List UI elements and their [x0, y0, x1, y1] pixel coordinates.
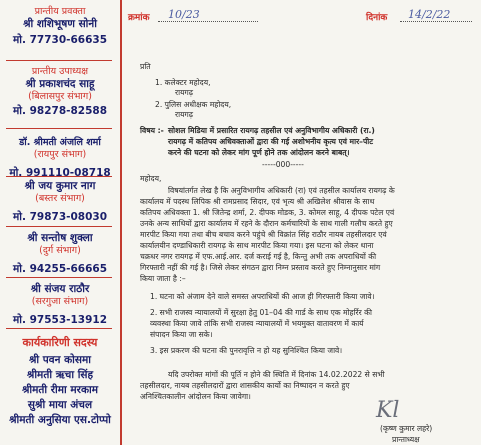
date-value: 14/2/22 [408, 8, 451, 21]
body-line: मारपीट किया गया तथा बीच बचाव करने पहुंचे श्री विक्रांत सिंह राठौर नायब तहसीलदार एवं [140, 230, 387, 239]
executive-members [0, 336, 120, 428]
member-name: श्री पवन कोसमा [29, 354, 91, 366]
signatory-name: (कृष्ण कुमार लहरे) [380, 424, 433, 433]
member-name: सुश्री माया अंचल [27, 399, 93, 411]
body-line: विषयांतर्गत लेख है कि अनुविभागीय अधिकारी (रा) एवं तहसील कार्यालय रायगढ़ के [168, 186, 395, 195]
bearer-phone: मो. 991110-08718 [9, 167, 111, 179]
prati-label: प्रति [140, 62, 151, 71]
member-name: श्रीमती रीमा मरकाम [21, 384, 99, 396]
recipient-1-place: रायगढ़ [175, 88, 194, 97]
bearer-phone: मो. 98278-82588 [12, 105, 108, 117]
body-line: किया जाता है :– [140, 274, 186, 283]
body-line: कतिपय अधिवक्ता 1. श्री जितेन्द्र शर्मा, 2. दीपक मोडक, 3. कोमल साहू, 4 दीपक पटेल एवं [140, 208, 395, 217]
bearer-phone: मो. 94255-66665 [12, 263, 108, 275]
bearer-role: प्रान्तीय प्रवक्ता [34, 6, 86, 17]
salutation: महोदय, [140, 174, 162, 183]
bearer-bastar [0, 180, 120, 224]
handwritten-signature: Kl [376, 398, 400, 423]
reference-number-line [158, 21, 258, 22]
bearer-spokesperson [0, 6, 120, 47]
bearer-division: (दुर्ग संभाग) [39, 245, 81, 256]
reference-number-label: क्रमांक [128, 13, 150, 23]
subject-line: करने की घटना को लेकर मांग पूर्ण होने तक आंदोलन करने बाबत्। [168, 148, 350, 157]
body-line: चक्रधर नगर रायगढ़ में एफ.आई.आर. दर्ज कराई गई है, किन्तु अभी तक अपराधियों की [140, 252, 377, 261]
bearer-name: श्री प्रकाशचंद साहू [25, 78, 95, 90]
date-label: दिनांक [366, 13, 388, 23]
member-name: श्रीमती अनुसिया एस.टोप्पो [9, 414, 111, 426]
sidebar-divider [6, 128, 112, 129]
bearer-division: (सरगुजा संभाग) [31, 296, 89, 307]
member-name: श्रीमती ऋचा सिंह [26, 369, 94, 381]
recipient-2-place: रायगढ़ [175, 110, 194, 119]
bearer-division: (रायपुर संभाग) [33, 149, 87, 160]
bearer-division: (बिलासपुर संभाग) [28, 91, 92, 102]
reference-number-value: 10/23 [168, 8, 200, 21]
body-line: तहसीलदार, नायब तहसीलदारों द्वारा शासकीय कार्यो का निष्पादन न करते हुए [140, 381, 350, 390]
bearer-phone: मो. 79873-08030 [12, 211, 108, 223]
subject-label: विषय :- [140, 126, 164, 135]
demand-2: 2. सभी राजस्व न्यायालयों में सुरक्षा हेतु 01–04 की गार्ड के साथ एक मोहर्रिर की [150, 308, 372, 317]
bearer-surguja [0, 283, 120, 327]
body-line: यदि उपरोक्त मांगों की पूर्ति न होने की स्थिति में दिनांक 14.02.2022 से सभी [168, 370, 385, 379]
date-line [400, 21, 472, 22]
body-line: गिरफ्तारी नहीं की गई है। जिसे लेकर संगठन द्वारा निम्न प्रस्ताव करते हुए निम्नानुसार मांग [140, 263, 381, 272]
separator: -----000----- [262, 160, 304, 169]
bearer-division: (बस्तर संभाग) [35, 193, 85, 204]
bearer-raipur [0, 136, 120, 180]
bearer-name: श्री शशिभूषण सोनी [23, 18, 97, 30]
bearer-vice-president-bilaspur [0, 66, 120, 118]
demand-2-cont: संपादन किया जा सके। [150, 330, 213, 339]
subject-line: रायगढ़ में कतिपय अधिवक्ताओं द्वारा की गई अशोभनीय कृत्य एवं मार–पीट [168, 137, 374, 146]
bearer-name: श्री जय कुमार नाग [24, 180, 96, 192]
sidebar-divider [6, 226, 112, 227]
committee-heading: कार्यकारिणी सदस्य [22, 336, 98, 349]
demand-1: 1. घटना को अंजाम देने वाले समस्त अपराधियों की आज ही गिरफ्तारी किया जावे। [150, 292, 375, 301]
body-line: कार्यालय में पदस्थ लिपिक श्री रामप्रसाद सिदार, एवं भृत्य श्री अखिलेश श्रीवास के साथ [140, 197, 375, 206]
body-line: अनिश्चितकालीन आंदोलन किया जावेगा। [140, 392, 251, 401]
bearer-role: प्रान्तीय उपाध्यक्ष [31, 66, 89, 77]
bearer-name: श्री सन्तोष शुक्ला [27, 232, 93, 244]
sidebar-divider [6, 328, 112, 329]
bearer-phone: मो. 77730-66635 [12, 34, 108, 46]
demand-2-cont: व्यवस्था किया जावे तांकि सभी राजस्व न्यायालयों में भयमुक्त वातावरण में कार्य [150, 319, 364, 328]
subject-line: सोशल मिडिया में प्रसारित रायगढ़ तहसील एवं अनुविभागीय अधिकारी (रा.) [168, 126, 375, 135]
bearer-name: श्री संजय राठौर [30, 283, 90, 295]
bearer-name: डॉ. श्रीमती अंजलि शर्मा [19, 137, 101, 148]
body-line: उनके अन्य साथियों द्वारा कार्यालय में रहने के दौरान कर्मचारियों के साथ गाली गलौच करते हुए [140, 219, 393, 228]
demand-3: 3. इस प्रकरण की घटना की पुनरावृत्ति न हो यह सुनिश्चित किया जावे। [150, 346, 343, 355]
recipient-2: 2. पुलिस अधीक्षक महोदय, [155, 100, 232, 109]
bearer-phone: मो. 97553-13912 [12, 314, 108, 326]
recipient-1: 1. कलेक्टर महोदय, [155, 78, 211, 87]
signatory-title: प्रान्ताध्यक्ष [392, 435, 420, 444]
office-bearers-sidebar [0, 0, 122, 445]
sidebar-divider [6, 277, 112, 278]
body-line: कार्यालयीन दण्डाधिकारी रायगढ़ के साथ मारपीट किया गया। इस घटना को लेकर थाना [140, 241, 374, 250]
bearer-durg [0, 232, 120, 276]
sidebar-divider [6, 60, 112, 61]
sidebar-divider [6, 176, 112, 177]
